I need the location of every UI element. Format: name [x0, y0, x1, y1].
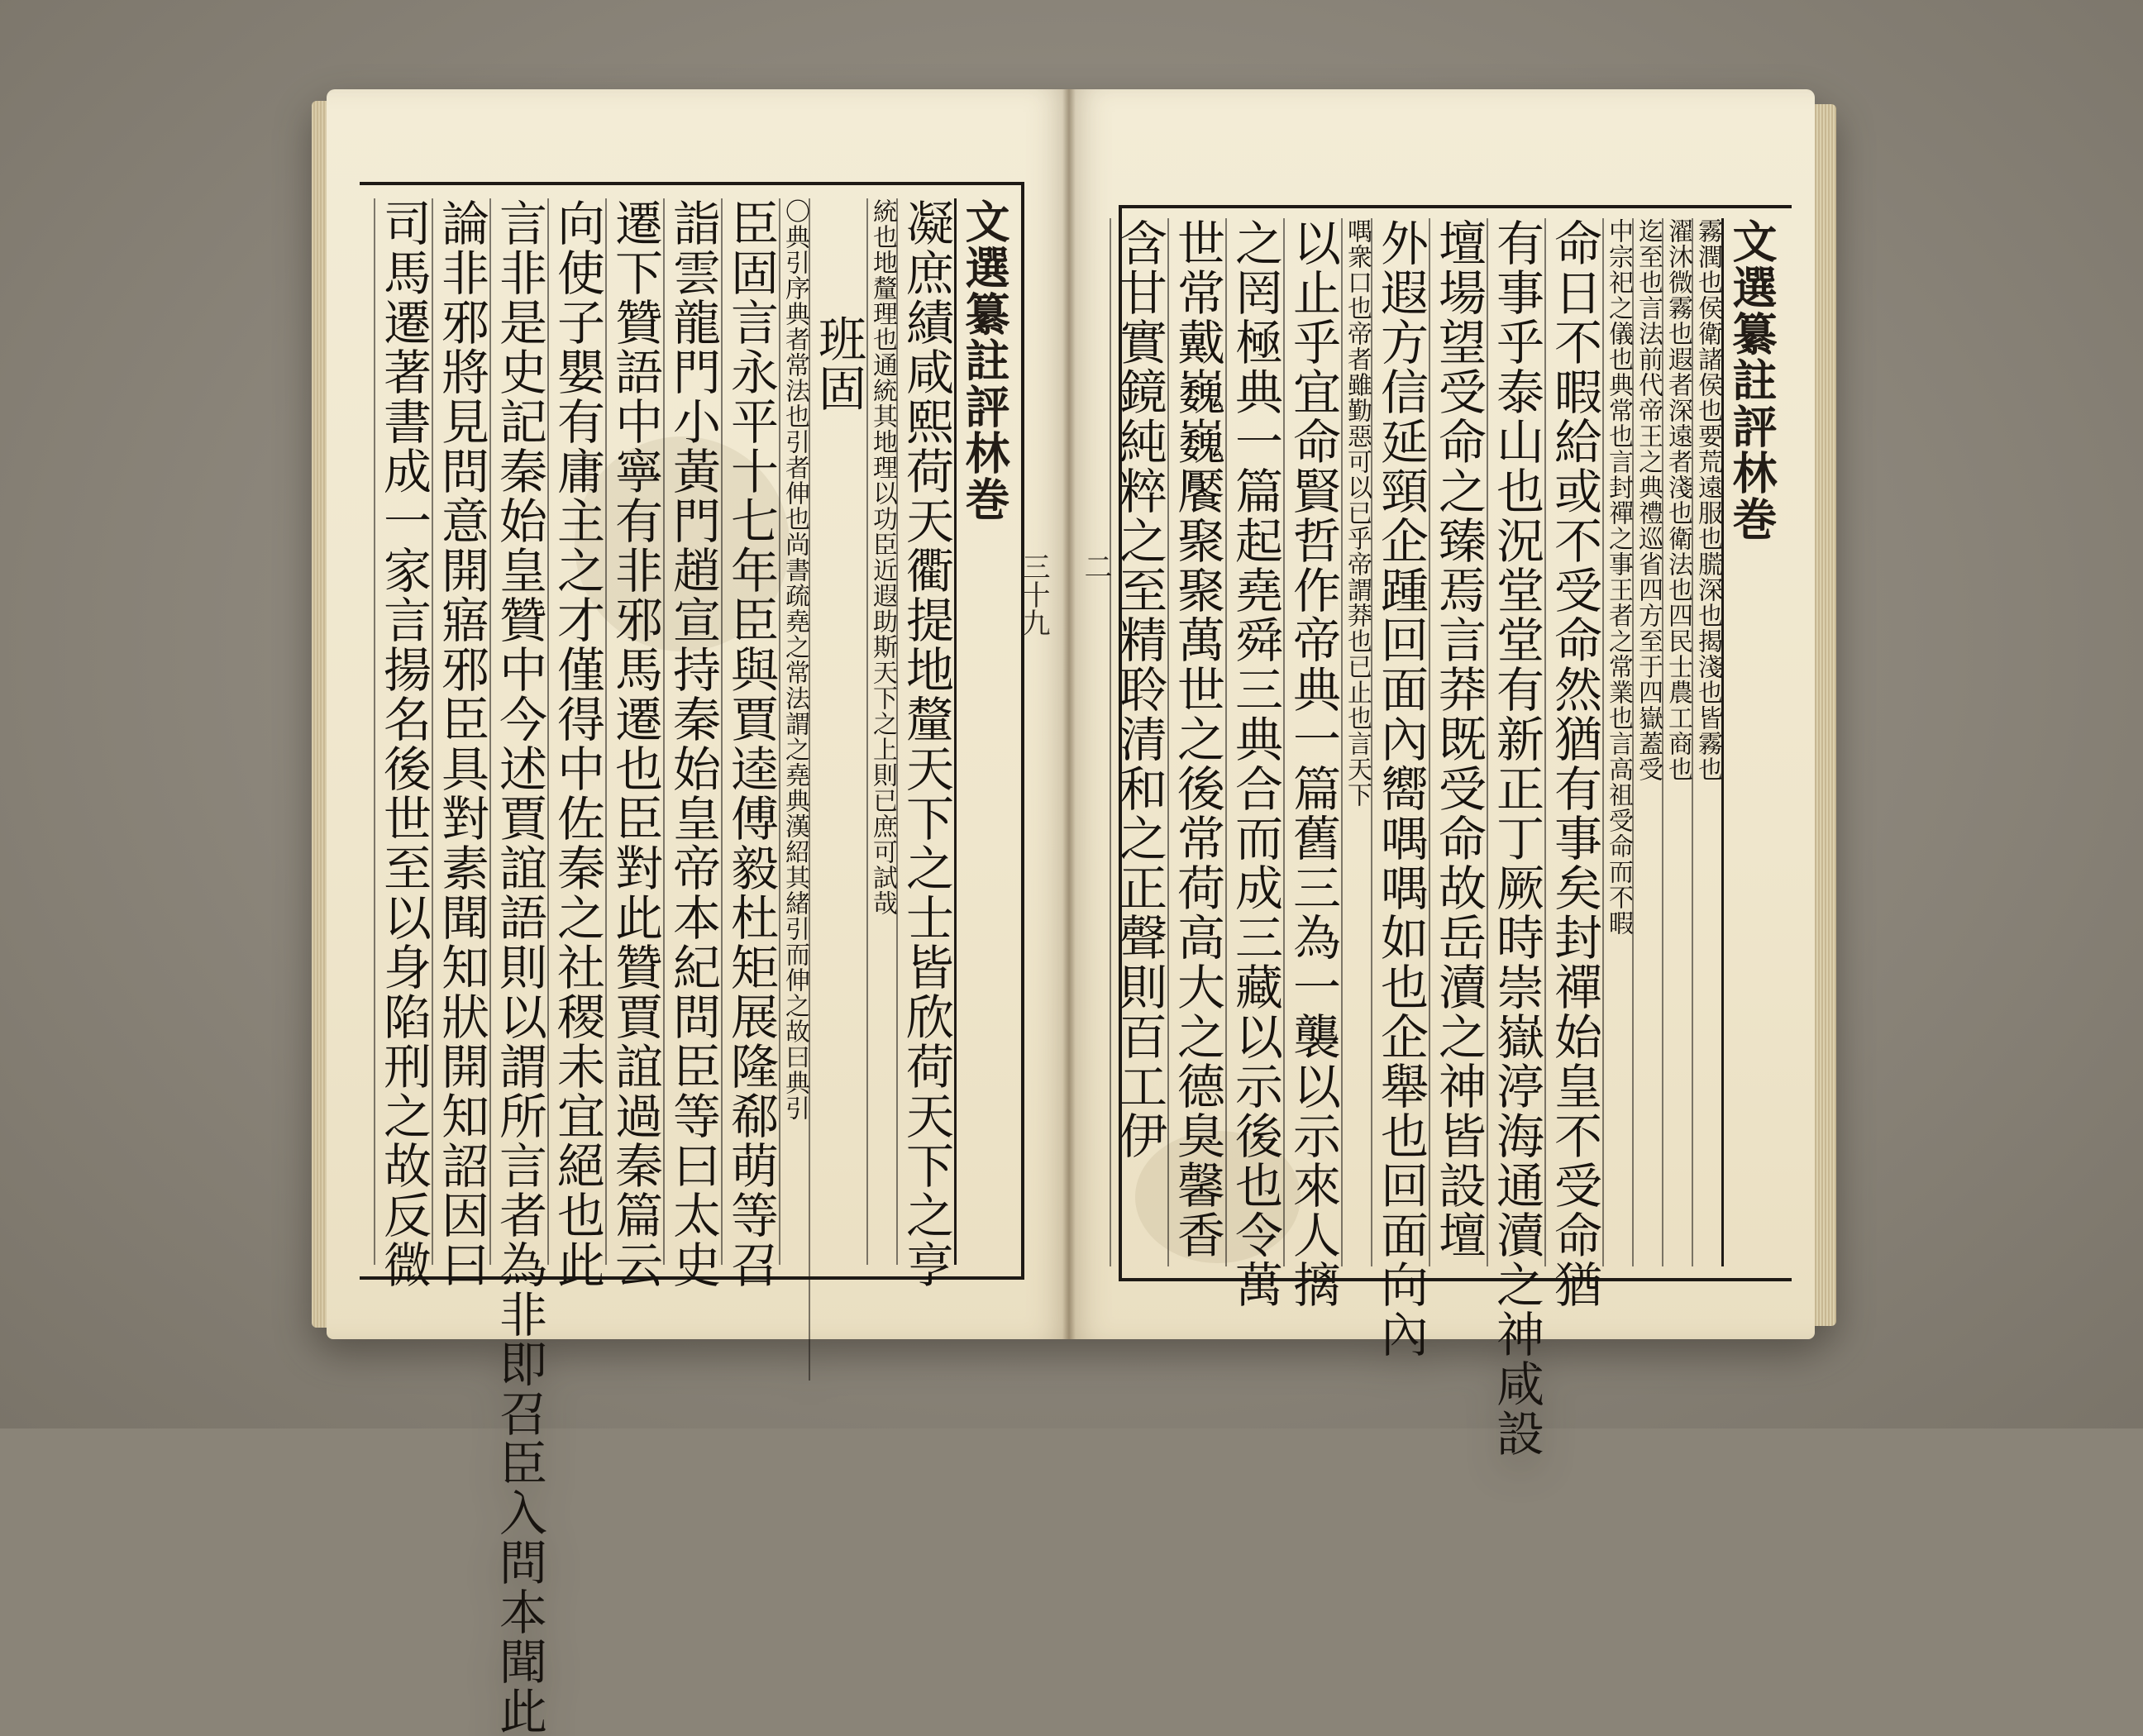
folio-left: 三十九 — [1017, 552, 1050, 637]
text-column: 司馬遷著書成一家言揚名後世至以身陷刑之故反微 — [375, 198, 432, 1290]
commentary-column: 喁衆口也帝者雖勤惡可以已乎帝謂莽也已止也言天下 — [1341, 218, 1371, 1266]
text-column: 含甘實鏡純粹之至精聆清和之正聲則百工伊 — [1110, 218, 1167, 1266]
text-column: 外遐方信延頸企踵回面內嚮喁喁如也企舉也回面向內 — [1372, 218, 1429, 1359]
right-page — [1069, 89, 1815, 1458]
commentary-column: 中宗祀之儀也典常也言封禪之事王者之常業也言高祖受命而不暇 — [1602, 218, 1632, 1266]
page-stack-right — [1815, 104, 1836, 1326]
book-gutter — [1062, 89, 1076, 1339]
text-column: 遷下贊語中寧有非邪馬遷也臣對此贊賈誼過秦篇云 — [607, 198, 663, 1290]
left-page — [327, 89, 1069, 1736]
text-column: 論非邪將見問意開寤邪臣具對素聞知狀開知詔因曰 — [433, 198, 489, 1290]
text-column: 以止乎宜命賢哲作帝典一篇舊三為一襲以示來人摛 — [1285, 218, 1341, 1309]
page-stack-left — [312, 101, 327, 1328]
text-column: 壇場望受命之臻焉言莽既受命故岳瀆之神皆設壇 — [1429, 218, 1487, 1266]
text-column: 命日不暇給或不受命然猶有事矣封禪始皇不受命猶 — [1546, 218, 1602, 1309]
text-columns-right — [1111, 218, 1780, 1458]
text-column: 向使子嬰有庸主之才僅得中佐秦之社稷未宜絕也此 — [549, 198, 605, 1290]
open-book — [327, 89, 1815, 1736]
text-column: 詣雲龍門小黃門趙宣持秦始皇帝本紀問臣等曰太史 — [665, 198, 721, 1290]
text-column: 凝庶績咸熙荷天衢提地釐天下之士皆欣荷天下之亨 — [898, 198, 954, 1290]
text-column: 臣固言永平十七年臣與賈逵傅毅杜矩展隆郗萌等召 — [723, 198, 779, 1290]
running-header-right: 文選纂註評林巻 — [1721, 218, 1780, 1266]
text-column: 之罔極典一篇起堯舜三典合而成三藏以示後也令萬 — [1227, 218, 1283, 1309]
folio-right: 二 — [1079, 552, 1112, 580]
running-header-left: 文選纂註評林巻 — [954, 198, 1013, 1265]
text-column: 有事乎泰山也況堂堂有新正丁厥時崇嶽渟海通瀆之神咸設 — [1488, 218, 1544, 1458]
commentary-column: 統也地釐理也通統其地理以功臣近遐助斯天下之上則已庶可試哉 — [866, 198, 896, 1265]
commentary-column: 霧潤也侯衛諸侯也要荒遠服也㬻深也揭淺也皆霧也 — [1692, 218, 1721, 1266]
commentary-column: 迄至也言法前代帝王之典禮巡省四方至于四嶽蓋受 — [1632, 218, 1662, 1266]
author-name: 班固 — [809, 198, 866, 1381]
text-column: 言非是史記秦始皇贊中今述賈誼語則以謂所言者為非即召臣入問本聞此 — [491, 198, 547, 1736]
commentary-column: 濯沐微霧也遐者深遠者淺也衛法也四民士農工商也 — [1662, 218, 1692, 1266]
commentary-column: 〇典引序典者常法也引者伸也尚書疏堯之常法謂之堯典漢紹其緒引而伸之故曰典引 — [779, 198, 809, 1265]
text-column: 世常戴巍巍饜聚聚萬世之後常荷高大之德臭馨香 — [1167, 218, 1225, 1266]
text-columns-left — [375, 198, 1013, 1736]
